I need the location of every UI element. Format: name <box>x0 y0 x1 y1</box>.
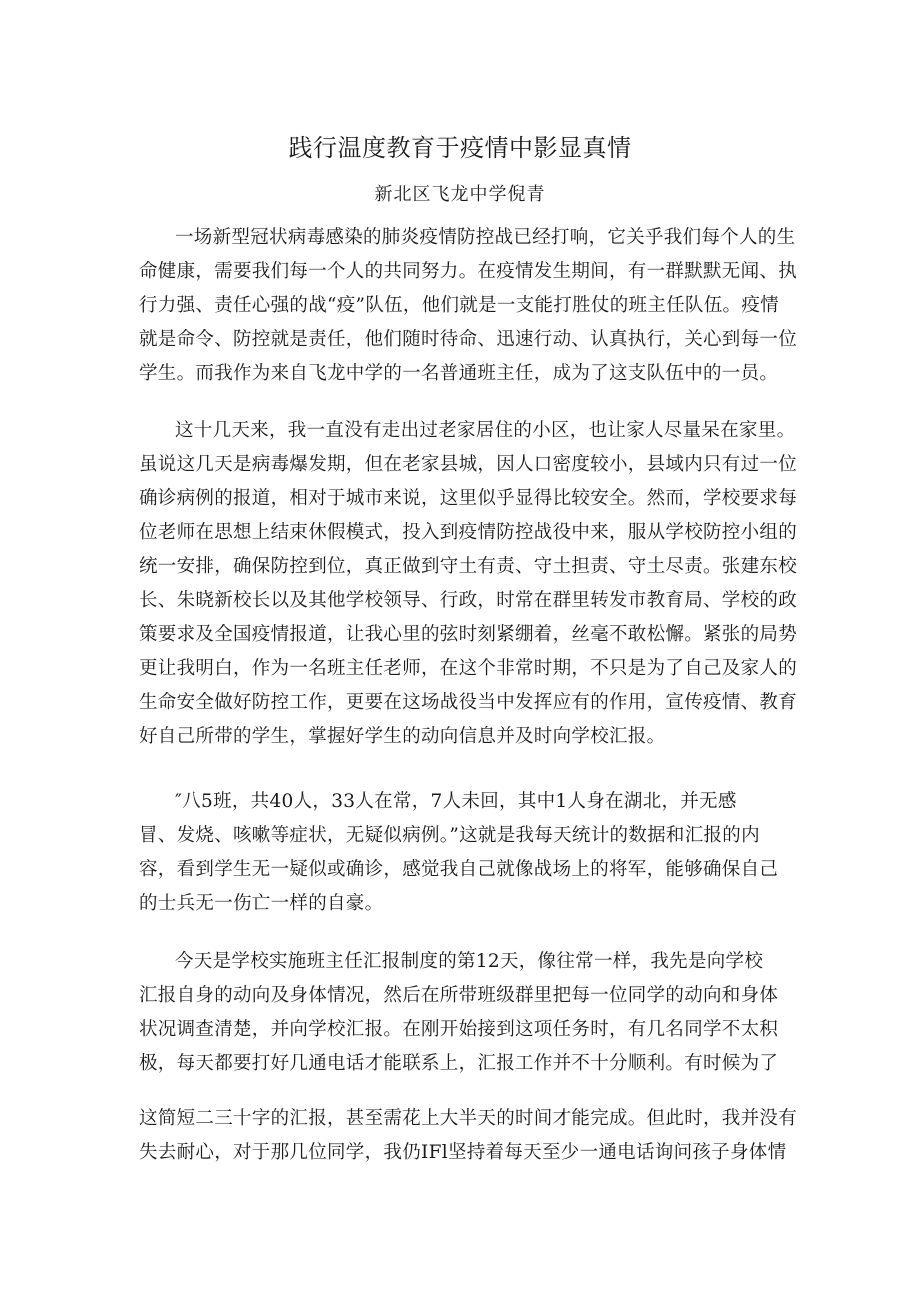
paragraph <box>139 221 799 391</box>
paragraph-line: 失去耐心，对于那几位同学，我仍IFl坚持着每天至少一通电话询问孩子身体情 <box>139 1142 787 1163</box>
paragraph-line: 虽说这几天是病毒爆发期，但在老家县城，因人口密度较小，县域内只有过一位 <box>139 454 798 475</box>
paragraph-line: 今天是学校实施班主任汇报制度的第12天，像往常一样，我先是向学校 <box>175 951 764 972</box>
paragraph-line: ″八5班，共40人，33人在常，7人未回，其中1人身在湖北，并无感 <box>175 791 737 812</box>
paragraph-line: 长、朱晓新校长以及其他学校领导、行政，时常在群里转发市教育局、学校的政 <box>139 590 798 611</box>
paragraph-line: 一场新型冠状病毒感染的肺炎疫情防控战已经打响，它关乎我们每个人的生 <box>175 227 796 248</box>
paragraph-line: 的士兵无一伤亡一样的自豪。 <box>139 893 384 914</box>
paragraph-line: 好自己所带的学生，掌握好学生的动向信息并及时向学校汇报。 <box>139 726 666 747</box>
paragraph-line: 行力强、责任心强的战“疫”队伍，他们就是一支能打胜仗的班主任队伍。疫情 <box>139 295 779 316</box>
paragraph-line: 这简短二三十字的汇报，甚至需花上大半天的时间才能完成。但此时，我并没有 <box>139 1108 798 1129</box>
paragraph <box>139 785 799 921</box>
paragraph-line: 学生。而我作为来自飞龙中学的一名普通班主任，成为了这支队伍中的一员。 <box>139 363 779 384</box>
paragraph-line: 策要求及全国疫情报道，让我心里的弦时刻紧绷着，丝毫不敢松懈。紧张的局势 <box>139 624 798 645</box>
paragraph-line: 更让我明白，作为一名班主任老师，在这个非常时期，不只是为了自己及家人的 <box>139 658 798 679</box>
paragraph-line: 位老师在思想上结束休假模式，投入到疫情防控战役中来，服从学校防控小组的 <box>139 522 798 543</box>
paragraph-line: 容，看到学生无一疑似或确诊，感觉我自己就像战场上的将军，能够确保自己 <box>139 859 779 880</box>
paragraph-line: 就是命令、防控就是责任，他们随时待命、迅速行动、认真执行，关心到每一位 <box>139 329 798 350</box>
paragraph-line: 极，每天都要打好几通电话才能联系上，汇报工作并不十分顺利。有时候为了 <box>139 1053 779 1074</box>
paragraph-line: 生命安全做好防控工作，更要在这场战役当中发挥应有的作用，宣传疫情、教育 <box>139 692 798 713</box>
paragraph <box>139 945 799 1081</box>
paragraph-line: 汇报自身的动向及身体情况，然后在所带班级群里把每一位同学的动向和身体 <box>139 985 779 1006</box>
paragraph-line: 命健康，需要我们每一个人的共同努力。在疫情发生期间，有一群默默无闻、执 <box>139 261 798 282</box>
paragraph-line: 状况调查清楚，并向学校汇报。在刚开始接到这项任务时，有几名同学不太积 <box>139 1019 779 1040</box>
paragraph-line: 这十几天来，我一直没有走出过老家居住的小区，也让家人尽量呆在家里。 <box>175 420 796 441</box>
paragraph <box>139 1102 799 1170</box>
paragraph <box>139 414 799 754</box>
document-author: 新北区飞龙中学倪青 <box>374 184 546 205</box>
paragraph-line: 确诊病例的报道，相对于城市来说，这里似乎显得比较安全。然而，学校要求每 <box>139 488 798 509</box>
paragraph-line: 统一安排，确保防控到位，真正做到守土有责、守土担责、守土尽责。张建东校 <box>139 556 798 577</box>
document-title: 践行温度教育于疫情中影显真情 <box>288 134 632 162</box>
paragraph-line: 冒、发烧、咳嗽等症状，无疑似病例。”这就是我每天统计的数据和汇报的内 <box>139 825 760 846</box>
